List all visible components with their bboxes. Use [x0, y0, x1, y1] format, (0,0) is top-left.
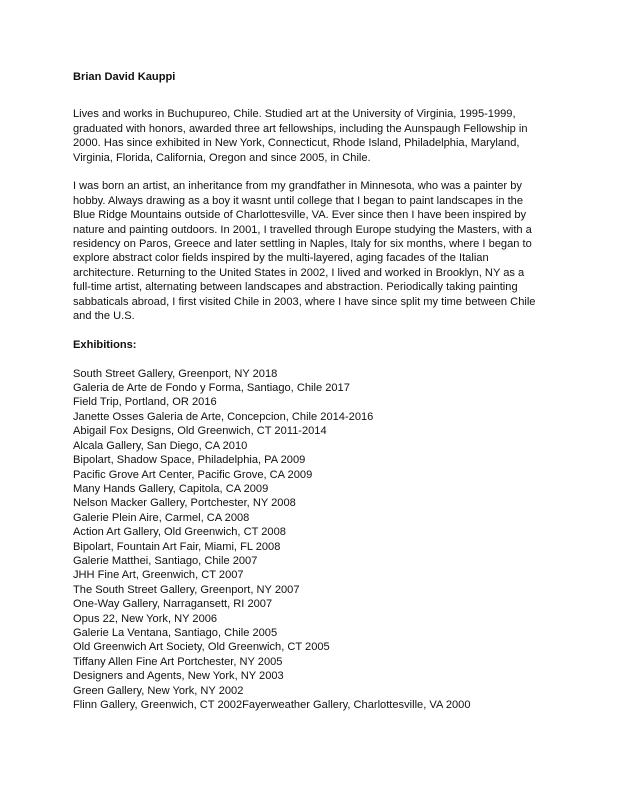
exhibition-item: Opus 22, New York, NY 2006: [73, 612, 218, 625]
exhibition-item: Old Greenwich Art Society, Old Greenwich, CT 2005: [73, 641, 330, 654]
exhibition-item: Many Hands Gallery, Capitola, CA 2009: [73, 482, 269, 495]
exhibition-item: Flinn Gallery, Greenwich, CT 2002Fayerweather Gallery, Charlottesville, VA 2000: [73, 699, 471, 712]
exhibition-item: Nelson Macker Gallery, Portchester, NY 2008: [73, 497, 296, 510]
exhibition-item: Designers and Agents, New York, NY 2003: [73, 670, 284, 683]
exhibition-item: Galerie Plein Aire, Carmel, CA 2008: [73, 511, 250, 524]
artist-name: Brian David Kauppi: [73, 71, 176, 83]
exhibition-item: Abigail Fox Designs, Old Greenwich, CT 2011-2014: [73, 425, 327, 438]
exhibition-item: Tiffany Allen Fine Art Portchester, NY 2005: [73, 655, 283, 668]
document-page: [73, 70, 545, 712]
exhibition-item: South Street Gallery, Greenport, NY 2018: [73, 367, 278, 380]
bio-paragraph: Lives and works in Buchupureo, Chile. Studied art at the University of Virginia, 1995-1999, graduated with honors, awarded three art fellowships, including the Aunspaugh Fellowship in 2000. Has since exhibited in New York, Connecticut, Rhode Island, Philadelphia, Maryland, Virginia, Florida, California, Oregon and since 2005, in Chile.: [73, 108, 528, 164]
artist-statement-paragraph: I was born an artist, an inheritance from my grandfather in Minnesota, who was a painter by hobby. Always drawing as a boy it wasnt until college that I began to paint landscapes in the Blue Ridge Mountains outside of Charlottesville, VA. Ever since then I have been inspired by nature and painting outdoors. In 2001, I travelled through Europe studying the Masters, with a residency on Paros, Greece and later settling in Naples, Italy for six months, where I began to explore abstract color fields inspired by the multi-layered, aging facades of the Italian architecture. Returning to the United States in 2002, I lived and worked in Brooklyn, NY as a full-time artist, alternating between landscapes and abstraction. Periodically taking painting sabbaticals abroad, I first visited Chile in 2003, where I have since split my time between Chile and the U.S.: [73, 180, 536, 323]
exhibition-item: The South Street Gallery, Greenport, NY 2007: [73, 583, 300, 596]
exhibition-item: Bipolart, Fountain Art Fair, Miami, FL 2008: [73, 540, 281, 553]
exhibition-item: Pacific Grove Art Center, Pacific Grove, CA 2009: [73, 468, 313, 481]
exhibition-item: Green Gallery, New York, NY 2002: [73, 684, 244, 697]
exhibition-item: Alcala Gallery, San Diego, CA 2010: [73, 439, 248, 452]
exhibitions-heading: Exhibitions:: [73, 338, 137, 351]
exhibition-item: One-Way Gallery, Narragansett, RI 2007: [73, 598, 273, 611]
exhibition-item: Bipolart, Shadow Space, Philadelphia, PA 2009: [73, 454, 306, 467]
exhibition-item: Janette Osses Galeria de Arte, Concepcion, Chile 2014-2016: [73, 410, 374, 423]
exhibition-item: Galerie Matthei, Santiago, Chile 2007: [73, 554, 258, 567]
exhibition-item: Galeria de Arte de Fondo y Forma, Santiago, Chile 2017: [73, 382, 350, 395]
exhibition-item: JHH Fine Art, Greenwich, CT 2007: [73, 569, 244, 582]
exhibition-item: Action Art Gallery, Old Greenwich, CT 2008: [73, 526, 286, 539]
exhibitions-list: [73, 367, 545, 713]
exhibition-item: Galerie La Ventana, Santiago, Chile 2005: [73, 626, 278, 639]
exhibition-item: Field Trip, Portland, OR 2016: [73, 396, 217, 409]
